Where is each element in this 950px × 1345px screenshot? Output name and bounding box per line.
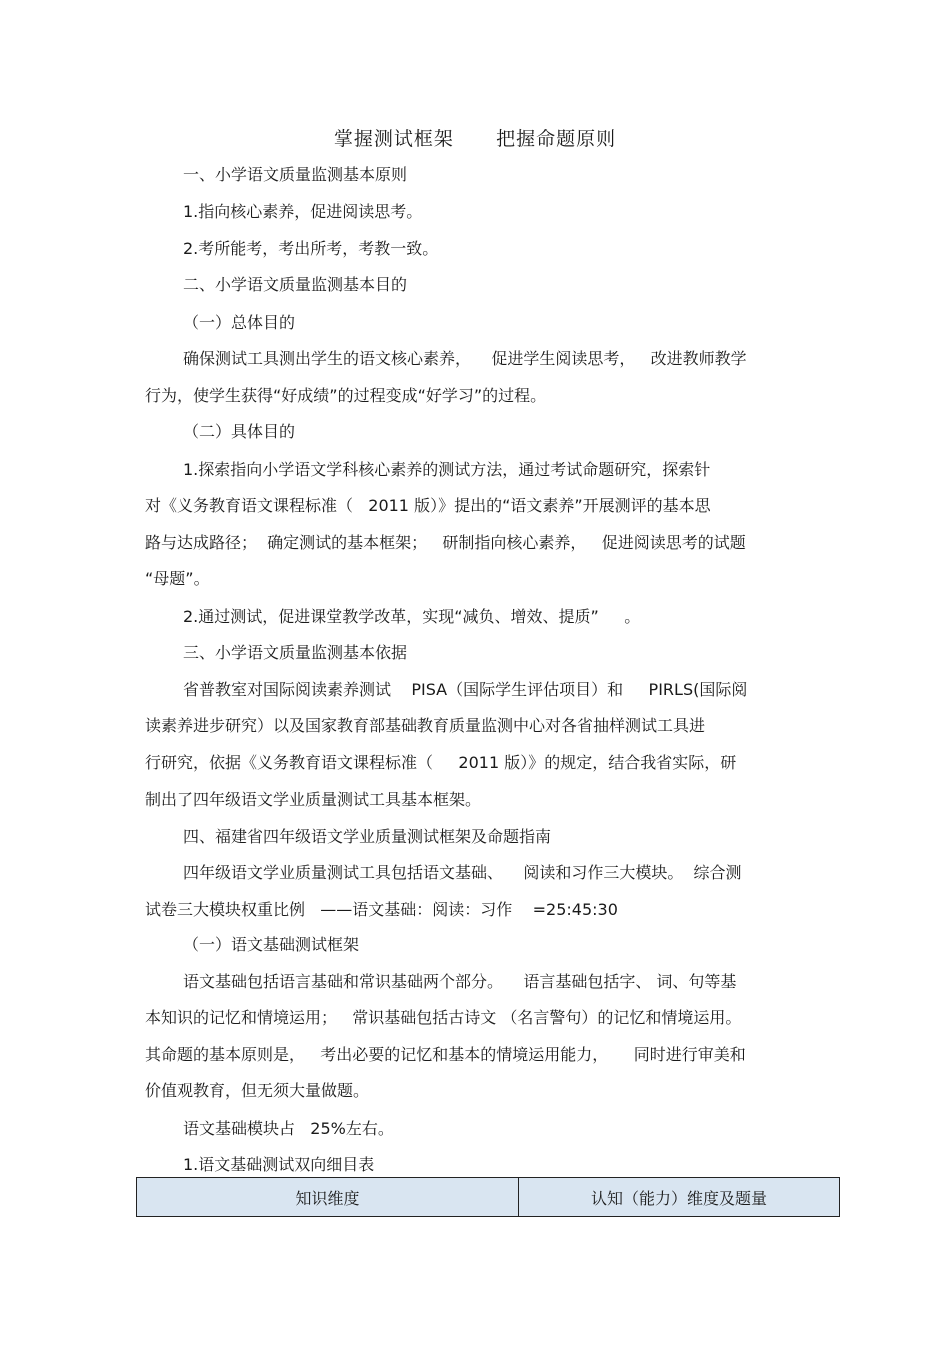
paragraph-line: 2.通过测试，促进课堂教学改革，实现“减负、增效、提质” 。 — [183, 607, 641, 626]
header-knowledge-dimension: 知识维度 — [137, 1178, 519, 1216]
principle-2: 2.考所能考，考出所考，考教一致。 — [183, 239, 439, 258]
principle-1: 1.指向核心素养，促进阅读思考。 — [183, 202, 423, 221]
subheading-overall: （一）总体目的 — [183, 313, 296, 332]
paragraph-line: 路与达成路径； 确定测试的基本框架； 研制指向核心素养， 促进阅读思考的试题 — [145, 533, 746, 552]
paragraph-line: 行为，使学生获得“好成绩”的过程变成“好学习”的过程。 — [145, 386, 547, 405]
heading-framework: 四、福建省四年级语文学业质量测试框架及命题指南 — [183, 827, 552, 846]
paragraph-line: 语文基础模块占 25%左右。 — [183, 1119, 394, 1138]
paragraph-line: 价值观教育，但无须大量做题。 — [145, 1081, 370, 1100]
heading-basis: 三、小学语文质量监测基本依据 — [183, 643, 408, 662]
subheading-basics: （一）语文基础测试框架 — [183, 935, 360, 954]
header-cognitive-dimension: 认知（能力）维度及题量 — [590, 1188, 767, 1208]
paragraph-line: 语文基础包括语言基础和常识基础两个部分。 语言基础包括字、 词、句等基 — [183, 972, 737, 991]
table-caption: 1.语文基础测试双向细目表 — [183, 1155, 375, 1174]
paragraph-line: 试卷三大模块权重比例 ——语文基础：阅读：习作 =25:45:30 — [145, 900, 618, 919]
paragraph-line: 1.探索指向小学语文学科核心素养的测试方法，通过考试命题研究，探索针 — [183, 460, 711, 479]
paragraph-line: 四年级语文学业质量测试工具包括语文基础、 阅读和习作三大模块。 综合测 — [183, 863, 742, 882]
paragraph-line: 确保测试工具测出学生的语文核心素养， 促进学生阅读思考， 改进教师教学 — [183, 349, 747, 368]
paragraph-line: 其命题的基本原则是， 考出必要的记忆和基本的情境运用能力， 同时进行审美和 — [145, 1045, 746, 1064]
paragraph-line: 读素养进步研究）以及国家教育部基础教育质量监测中心对各省抽样测试工具进 — [145, 716, 706, 735]
paragraph-line: 行研究，依据《义务教育语文课程标准（ 2011 版）》的规定，结合我省实际，研 — [145, 753, 737, 772]
heading-purpose: 二、小学语文质量监测基本目的 — [183, 275, 408, 294]
heading-principles: 一、小学语文质量监测基本原则 — [183, 165, 408, 184]
document-title: 掌握测试框架 把握命题原则 — [333, 128, 617, 150]
paragraph-line: 对《义务教育语文课程标准（ 2011 版）》提出的“语文素养”开展测评的基本思 — [145, 496, 711, 515]
paragraph-line: 省普教室对国际阅读素养测试 PISA（国际学生评估项目）和 PIRLS(国际阅 — [183, 680, 748, 699]
subheading-specific: （二）具体目的 — [183, 422, 296, 441]
paragraph-line: “母题”。 — [145, 569, 210, 588]
detail-table-header — [136, 1177, 840, 1217]
paragraph-line: 本知识的记忆和情境运用； 常识基础包括古诗文 （名言警句）的记忆和情境运用。 — [145, 1008, 742, 1027]
paragraph-line: 制出了四年级语文学业质量测试工具基本框架。 — [145, 790, 482, 809]
